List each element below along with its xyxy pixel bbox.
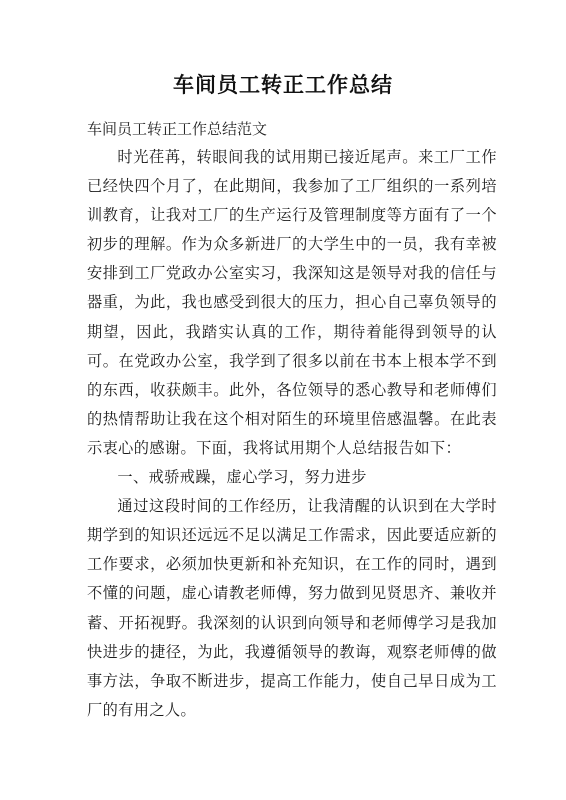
document-body [87,143,497,725]
section-paragraph-1: 通过这段时间的工作经历，让我清醒的认识到在大学时期学到的知识还远远不足以满足工作需求，因此要适应新的工作要求，必须加快更新和补充知识，在工作的同时，遇到不懂的问题，虚心请教老师傅，努力做到见贤思齐、兼收并蓄、开拓视野。我深刻的认识到向领导和老师傅学习是我加快进步的捷径，为此，我遵循领导的教诲，观察老师傅的做事方法，争取不断进步，提高工作能力，使自己早日成为工厂的有用之人。 [87,497,497,719]
document-title: 车间员工转正工作总结 [173,72,393,97]
document-subtitle: 车间员工转正工作总结范文 [87,120,268,138]
intro-paragraph: 时光荏苒，转眼间我的试用期已接近尾声。来工厂工作已经快四个月了，在此期间，我参加了工厂组织的一系列培训教育，让我对工厂的生产运行及管理制度等方面有了一个初步的理解。作为众多新进厂的大学生中的一员，我有幸被安排到工厂党政办公室实习，我深知这是领导对我的信任与器重，为此，我也感受到很大的压力，担心自己辜负领导的期望，因此，我踏实认真的工作，期待着能得到领导的认可。在党政办公室，我学到了很多以前在书本上根本学不到的东西，收获颇丰。此外，各位领导的悉心教导和老师傅们的热情帮助让我在这个相对陌生的环境里倍感温馨。在此表示衷心的感谢。下面，我将试用期个人总结报告如下： [87,148,497,457]
section-heading-1: 一、戒骄戒躁，虚心学习，努力进步 [117,468,367,487]
